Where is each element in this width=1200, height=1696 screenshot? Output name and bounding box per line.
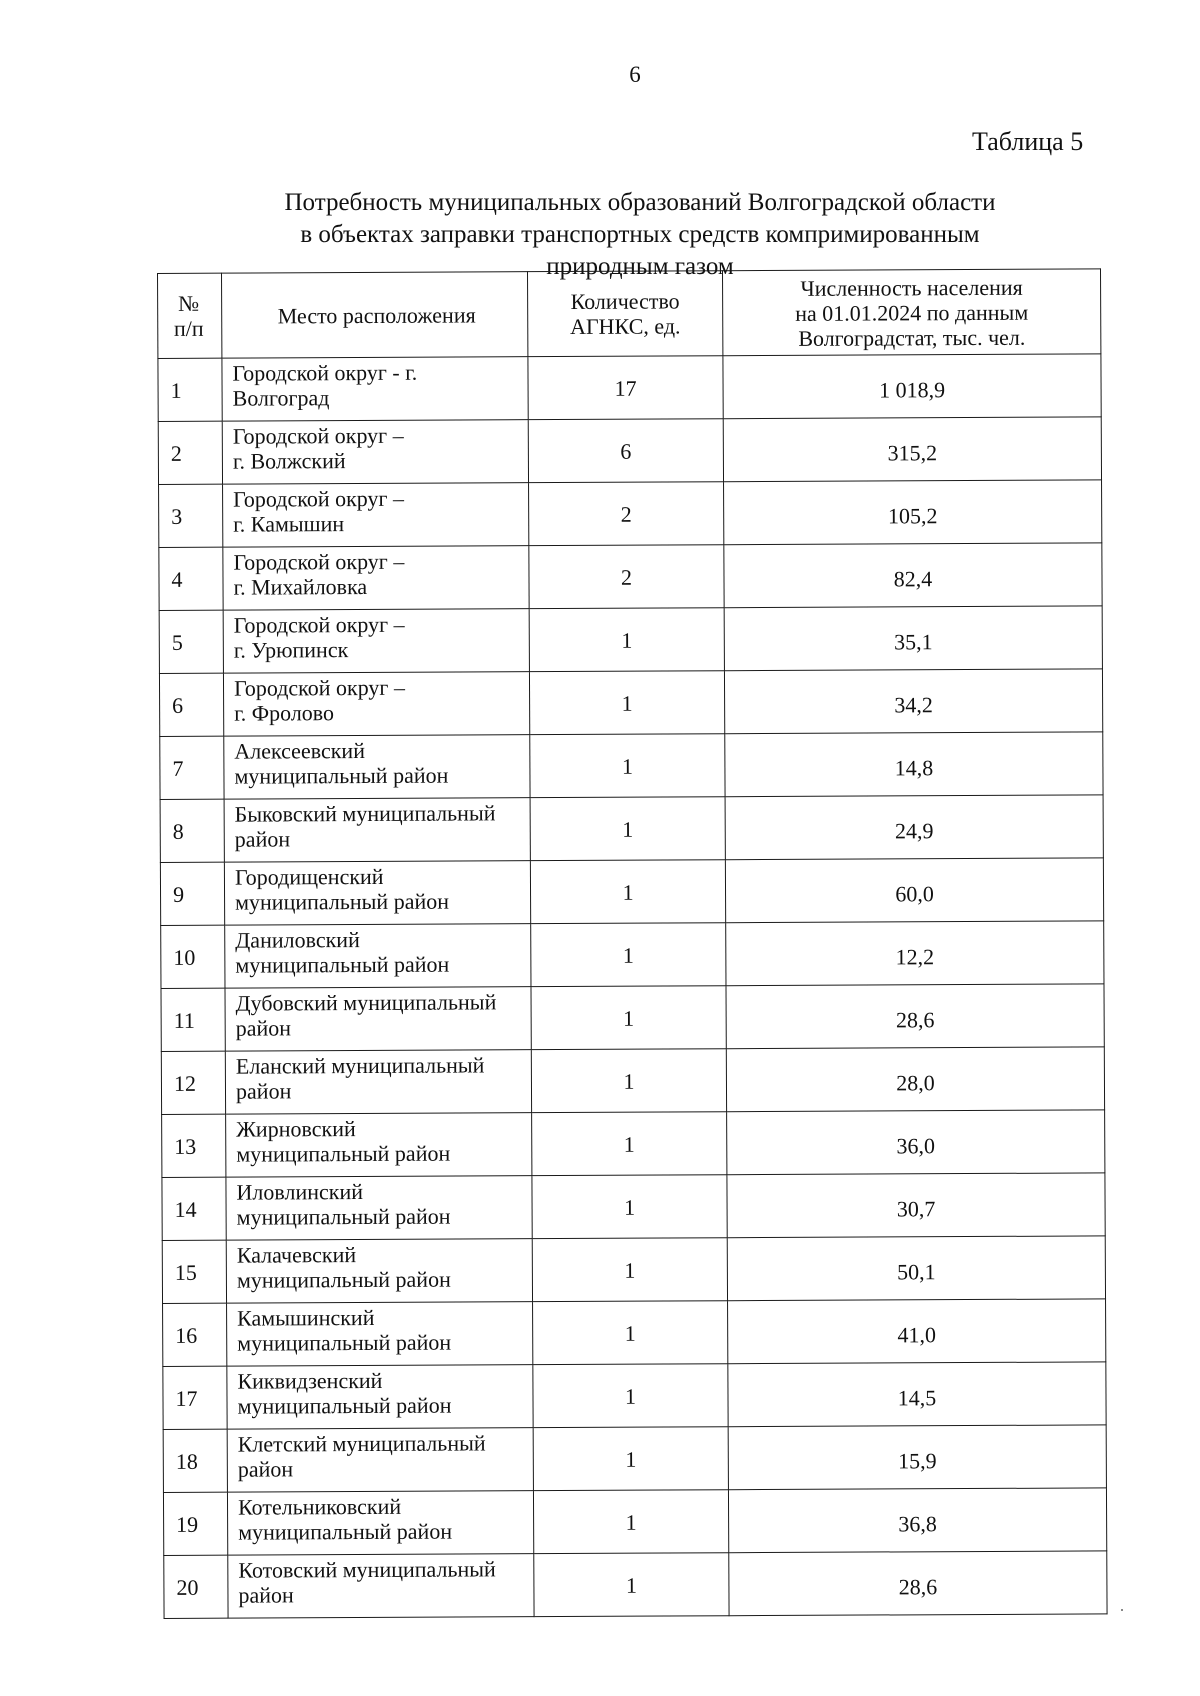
- location-cell: [226, 1113, 532, 1177]
- location-line: Иловлинский: [236, 1179, 364, 1205]
- location-line: г. Фролово: [234, 700, 335, 726]
- location-cell: [226, 1239, 532, 1303]
- row-number: 1: [158, 358, 222, 421]
- population-value: 105,2: [724, 480, 1102, 545]
- header-count: [527, 271, 722, 357]
- location-line: Волгоград: [232, 385, 330, 411]
- station-count: 6: [528, 419, 723, 483]
- row-number: 6: [159, 673, 223, 736]
- station-count: 1: [533, 1427, 728, 1491]
- table-row: [161, 1047, 1104, 1115]
- row-number: 20: [164, 1555, 228, 1618]
- location-line: муниципальный район: [235, 888, 450, 915]
- location-line: муниципальный район: [236, 1140, 451, 1167]
- location-line: муниципальный район: [236, 1203, 451, 1230]
- table-row: [159, 669, 1102, 737]
- station-count: 1: [530, 860, 725, 924]
- table-row: [159, 606, 1102, 674]
- location-line: г. Камышин: [233, 511, 345, 537]
- station-count: 2: [529, 482, 724, 546]
- row-number: 19: [163, 1492, 227, 1555]
- header-population-line: Численность населения: [800, 274, 1023, 301]
- population-value: 41,0: [728, 1299, 1106, 1364]
- population-value: 315,2: [723, 417, 1101, 482]
- population-value: 1 018,9: [723, 354, 1101, 419]
- table-label: Таблица 5: [972, 127, 1084, 156]
- station-count: 17: [528, 356, 723, 420]
- row-number: 9: [160, 862, 224, 925]
- location-line: Клетский муниципальный: [237, 1430, 486, 1457]
- location-cell: [225, 1050, 531, 1114]
- table-row: [161, 984, 1104, 1052]
- location-line: муниципальный район: [235, 951, 450, 978]
- location-line: муниципальный район: [237, 1329, 452, 1356]
- location-line: район: [237, 1456, 294, 1482]
- row-number: 8: [160, 799, 224, 862]
- population-value: 82,4: [724, 543, 1102, 608]
- location-line: Городской округ –: [233, 548, 405, 575]
- header-num: [158, 273, 222, 358]
- header-row: [158, 269, 1101, 359]
- header-population-line: Волгоградстат, тыс. чел.: [798, 324, 1026, 351]
- location-line: Котовский муниципальный: [238, 1556, 496, 1583]
- location-cell: [228, 1554, 534, 1618]
- location-cell: [225, 924, 531, 988]
- station-count: 1: [530, 734, 725, 798]
- table-row: [163, 1425, 1106, 1493]
- row-number: 14: [162, 1177, 226, 1240]
- table-row: [158, 354, 1101, 422]
- location-cell: [227, 1491, 533, 1555]
- scan-speck: [1121, 1609, 1123, 1611]
- table-row: [162, 1173, 1105, 1241]
- table-row: [163, 1488, 1106, 1556]
- header-count-line: АГНКС, ед.: [569, 313, 681, 339]
- station-count: 1: [532, 1238, 727, 1302]
- title-line: в объектах заправки транспортных средств компримированным: [300, 221, 980, 248]
- row-number: 5: [159, 610, 223, 673]
- table-row: [164, 1551, 1107, 1619]
- location-line: район: [235, 1015, 292, 1041]
- station-count: 1: [531, 986, 726, 1050]
- table-row: [160, 858, 1103, 926]
- table-row: [162, 1110, 1105, 1178]
- location-cell: [223, 483, 529, 547]
- location-line: г. Волжский: [232, 448, 346, 474]
- title-line: природным газом: [546, 253, 734, 280]
- station-count: 1: [533, 1301, 728, 1365]
- location-cell: [222, 420, 528, 484]
- row-number: 2: [158, 421, 222, 484]
- station-count: 1: [532, 1175, 727, 1239]
- table-row: [159, 543, 1102, 611]
- location-line: Быковский муниципальный: [234, 800, 496, 827]
- page-number: 6: [629, 62, 641, 87]
- station-count: 1: [529, 671, 724, 735]
- row-number: 13: [162, 1114, 226, 1177]
- title-line: Потребность муниципальных образований Волгоградской области: [284, 189, 996, 216]
- population-value: 60,0: [725, 858, 1103, 923]
- population-value: 50,1: [727, 1236, 1105, 1301]
- table-row: [160, 732, 1103, 800]
- header-population: [722, 269, 1100, 356]
- location-cell: [224, 798, 530, 862]
- table-row: [158, 417, 1101, 485]
- population-value: 24,9: [725, 795, 1103, 860]
- location-line: Городской округ –: [232, 422, 404, 449]
- header-population-line: на 01.01.2024 по данным: [795, 299, 1029, 326]
- table-header: [158, 269, 1101, 359]
- location-line: муниципальный район: [234, 762, 449, 789]
- location-cell: [226, 1176, 532, 1240]
- location-cell: [222, 357, 528, 421]
- location-line: муниципальный район: [237, 1392, 452, 1419]
- row-number: 10: [161, 925, 225, 988]
- population-value: 34,2: [724, 669, 1102, 734]
- table-row: [159, 480, 1102, 548]
- location-cell: [223, 609, 529, 673]
- location-line: район: [238, 1582, 294, 1608]
- location-cell: [223, 546, 529, 610]
- table-container: [157, 269, 1084, 1619]
- station-count: 1: [530, 797, 725, 861]
- population-value: 28,0: [726, 1047, 1104, 1112]
- population-value: 14,5: [728, 1362, 1106, 1427]
- location-line: Котельниковский: [237, 1493, 402, 1520]
- location-cell: [225, 987, 531, 1051]
- row-number: 18: [163, 1429, 227, 1492]
- location-cell: [227, 1365, 533, 1429]
- station-count: 1: [534, 1553, 729, 1617]
- table-body: [158, 354, 1107, 1619]
- station-count: 1: [531, 923, 726, 987]
- location-line: Даниловский: [235, 927, 360, 953]
- row-number: 16: [163, 1303, 227, 1366]
- location-line: Городской округ –: [233, 674, 405, 701]
- data-table: [157, 268, 1108, 1619]
- header-num-line: №: [178, 290, 200, 316]
- location-line: Городской округ –: [233, 485, 405, 512]
- population-value: 36,8: [728, 1488, 1106, 1553]
- population-value: 28,6: [726, 984, 1104, 1049]
- location-line: Городской округ –: [233, 611, 405, 638]
- population-value: 12,2: [726, 921, 1104, 986]
- header-place: [222, 272, 528, 358]
- location-line: Камышинский: [237, 1304, 375, 1331]
- station-count: 1: [533, 1490, 728, 1554]
- row-number: 15: [162, 1240, 226, 1303]
- location-line: муниципальный район: [238, 1518, 453, 1545]
- location-line: г. Урюпинск: [233, 637, 349, 663]
- table-row: [160, 795, 1103, 863]
- station-count: 1: [529, 608, 724, 672]
- location-cell: [223, 672, 529, 736]
- location-line: район: [235, 1078, 292, 1104]
- row-number: 17: [163, 1366, 227, 1429]
- location-line: Дубовский муниципальный: [235, 989, 497, 1016]
- header-place-line: Место расположения: [277, 301, 476, 328]
- station-count: 2: [529, 545, 724, 609]
- row-number: 11: [161, 988, 225, 1051]
- table-row: [161, 921, 1104, 989]
- station-count: 1: [532, 1112, 727, 1176]
- table-row: [163, 1362, 1106, 1430]
- row-number: 4: [159, 547, 223, 610]
- population-value: 30,7: [727, 1173, 1105, 1238]
- location-cell: [227, 1302, 533, 1366]
- location-line: Городской округ - г.: [232, 359, 418, 386]
- location-cell: [224, 861, 530, 925]
- station-count: 1: [533, 1364, 728, 1428]
- location-line: Еланский муниципальный: [235, 1052, 485, 1079]
- row-number: 7: [160, 736, 224, 799]
- population-value: 14,8: [725, 732, 1103, 797]
- location-line: Киквидзенский: [237, 1367, 383, 1394]
- location-line: Городищенский: [234, 863, 384, 890]
- location-line: Алексеевский: [234, 737, 365, 764]
- population-value: 28,6: [729, 1551, 1107, 1616]
- table-row: [162, 1236, 1105, 1304]
- population-value: 36,0: [727, 1110, 1105, 1175]
- population-value: 15,9: [728, 1425, 1106, 1490]
- population-value: 35,1: [724, 606, 1102, 671]
- location-line: район: [234, 826, 291, 852]
- location-line: Калачевский: [236, 1242, 357, 1268]
- row-number: 12: [161, 1051, 225, 1114]
- row-number: 3: [159, 484, 223, 547]
- header-count-line: Количество: [570, 288, 680, 314]
- location-line: г. Михайловка: [233, 573, 368, 600]
- location-cell: [227, 1428, 533, 1492]
- location-line: Жирновский: [236, 1116, 356, 1142]
- table-row: [163, 1299, 1106, 1367]
- header-num-line: п/п: [173, 315, 204, 341]
- location-cell: [224, 735, 530, 799]
- location-line: муниципальный район: [236, 1266, 451, 1293]
- station-count: 1: [531, 1049, 726, 1113]
